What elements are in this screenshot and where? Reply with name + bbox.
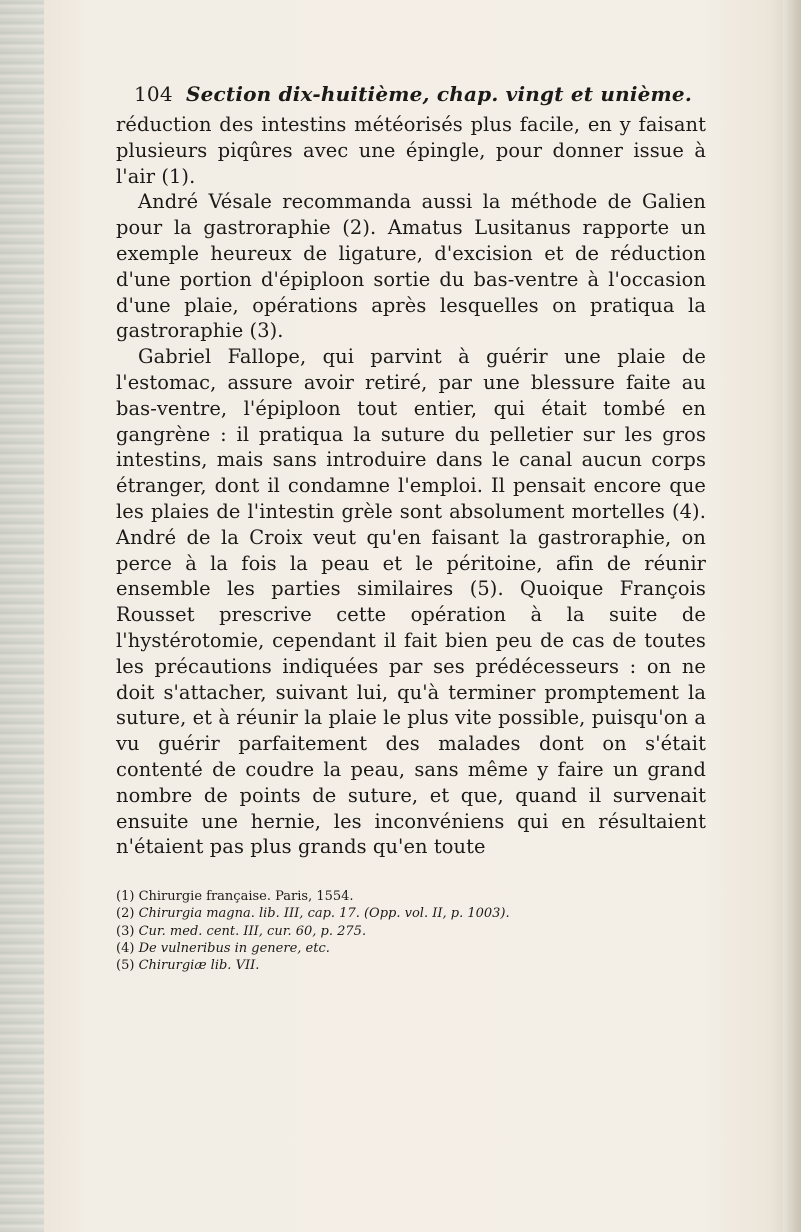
footnotes [116,888,706,974]
footnote [116,923,706,940]
footnote [116,957,706,974]
footnote-text: De vulneribus in genere, etc. [138,940,330,956]
footnote [116,940,706,957]
footnote-text: Chirurgiæ lib. VII. [138,957,260,973]
footnote-mark: (2) [116,906,135,922]
footnote-mark: (1) [116,889,135,905]
running-header [134,82,706,106]
paragraph-2: André Vésale recommanda aussi la méthode de Galien pour la gastroraphie (2). Amatus Lusitanus rapporte un exemple heureux de ligature, d'excision et de réduction d'une portion d'épiploon sortie du bas-ventre à l'occasion d'une plaie, opérations après lesquelles on pratiqua la gastroraphie (3). [116,190,706,343]
running-title: Section dix-huitième, chap. vingt et unième. [185,82,692,106]
page-content [116,82,706,974]
footnote-text: Chirurgie française. Paris, 1554. [138,889,354,905]
body-text [116,112,706,860]
page-number: 104 [134,82,173,106]
footnote [116,905,706,922]
paragraph-1: réduction des intestins météorisés plus facile, en y faisant plusieurs piqûres avec une épingle, pour donner issue à l'air (1). [116,113,706,188]
footnote-mark: (3) [116,923,135,939]
footnote-text: Chirurgia magna. lib. III, cap. 17. (Opp. vol. II, p. 1003). [138,906,510,922]
footnote [116,888,706,905]
paragraph-3: Gabriel Fallope, qui parvint à guérir une plaie de l'estomac, assure avoir retiré, par une blessure faite au bas-ventre, l'épiploon tout entier, qui était tombé en gangrène : il pratiqua la suture du pelletier sur les gros intestins, mais sans introduire dans le canal aucun corps étranger, dont il condamne l'emploi. Il pensait encore que les plaies de l'intestin grèle sont absolument mortelles (4). André de la Croix veut qu'en faisant la gastroraphie, on perce à la fois la peau et le péritoine, afin de réunir ensemble les parties similaires (5). Quoique François Rousset prescrive cette opération à la suite de l'hystérotomie, cependant il fait bien peu de cas de toutes les précautions indiquées par ses prédécesseurs : on ne doit s'attacher, suivant lui, qu'à terminer promptement la suture, et à réunir la plaie le plus vite possible, puisqu'on a vu guérir parfaitement des malades dont on s'était contenté de coudre la peau, sans même y faire un grand nombre de points de suture, et que, quand il survenait ensuite une hernie, les inconvéniens qui en résultaient n'étaient pas plus grands qu'en toute [116,345,706,859]
footnote-text: Cur. med. cent. III, cur. 60, p. 275. [138,923,367,939]
page-edge [783,0,801,1232]
footnote-mark: (4) [116,940,135,956]
footnote-mark: (5) [116,957,135,973]
book-binding-edge [0,0,44,1232]
